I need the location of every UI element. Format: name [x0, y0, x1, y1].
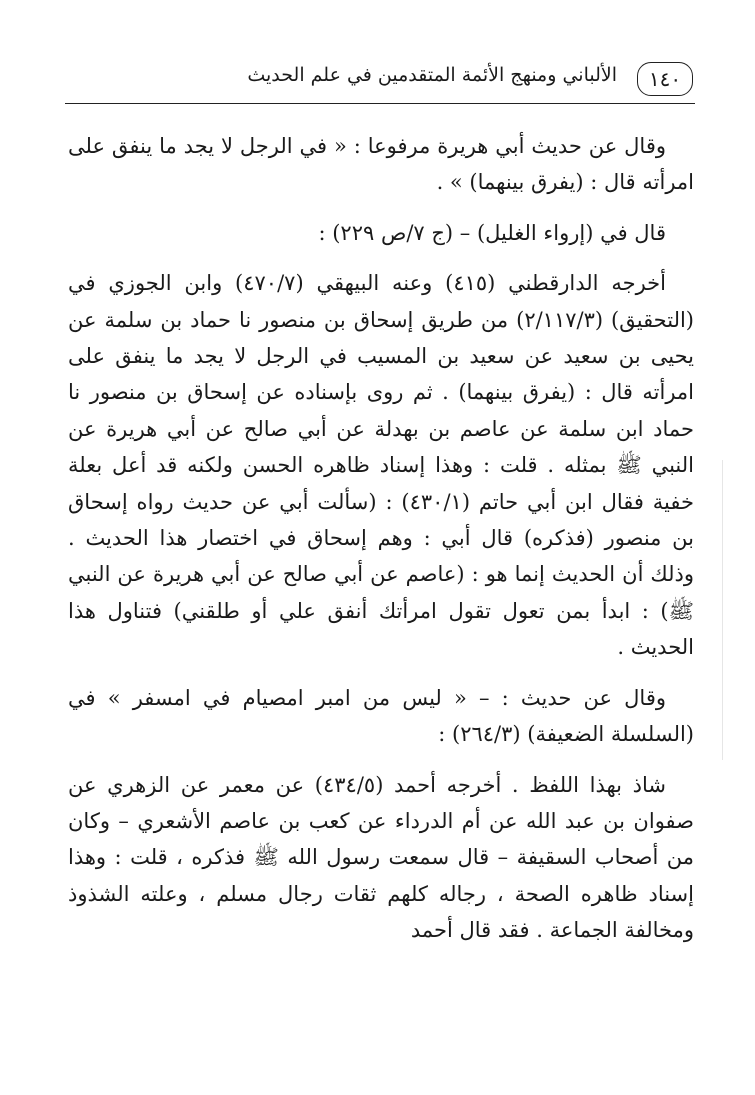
page-header [65, 58, 695, 98]
body-text [68, 128, 694, 949]
scan-edge-line [722, 460, 723, 760]
running-title: الألباني ومنهج الأئمة المتقدمين في علم الحديث [247, 64, 617, 86]
paragraph-hadith-quote: وقال عن حديث أبي هريرة مرفوعا : « في الرجل لا يجد ما ينفق على امرأته قال : (يفرق بينهما) » . [68, 134, 694, 195]
page-number: ١٤٠ [637, 62, 693, 96]
header-divider [65, 103, 695, 104]
paragraph-second-hadith: وقال عن حديث : – « ليس من امبر امصيام في امسفر » في (السلسلة الضعيفة) (٢٦٤/٣) : [68, 685, 694, 747]
paragraph-irwa-reference: قال في (إرواء الغليل) – (ج ٧/ص ٢٢٩) : [318, 220, 666, 245]
paragraph-shadh-analysis: شاذ بهذا اللفظ . أخرجه أحمد (٤٣٤/٥) عن معمر عن الزهري عن صفوان بن عبد الله عن أم الدرداء عن كعب بن عاصم الأشعري – وكان من أصحاب السقيفة – قال سمعت رسول الله ﷺ فذكره ، قلت : وهذا إسناد ظاهره الصحة ، رجاله كلهم ثقات رجال مسلم ، وعلته الشذوذ ومخالفة الجماعة . فقد قال أحمد [68, 772, 694, 943]
paragraph-takhrij: أخرجه الدارقطني (٤١٥) وعنه البيهقي (٤٧٠/٧) وابن الجوزي في (التحقيق) (٢/١١٧/٣) من طريق إسحاق بن منصور نا حماد بن سلمة عن يحيى بن سعيد عن سعيد بن المسيب في الرجل لا يجد ما ينفق على امرأته قال : (يفرق بينهما) . ثم روى بإسناده عن إسحاق بن منصور نا حماد ابن سلمة عن عاصم بن بهدلة عن أبي صالح عن أبي هريرة عن النبي ﷺ بمثله . قلت : وهذا إسناد ظاهره الحسن ولكنه قد أعل بعلة خفية فقال ابن أبي حاتم (٤٣٠/١) : (سألت أبي عن حديث رواه إسحاق بن منصور (فذكره) قال أبي : وهم إسحاق في اختصار هذا الحديث . وذلك أن الحديث إنما هو : (عاصم عن أبي صالح عن أبي هريرة عن النبي ﷺ) : ابدأ بمن تعول تقول امرأتك أنفق علي أو طلقني) فتناول هذا الحديث . [68, 271, 695, 660]
